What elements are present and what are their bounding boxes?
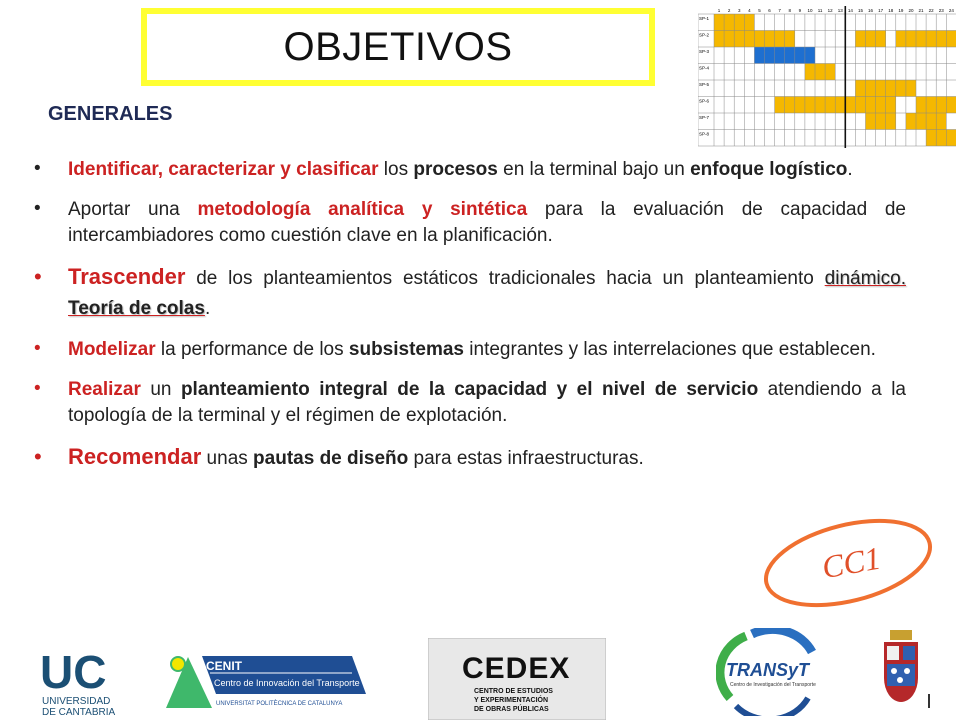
gantt-col-label: 8 [788,8,792,13]
gantt-col-label: 3 [737,8,741,13]
gantt-row-label: SP-4 [699,65,710,71]
gantt-col-label: 17 [878,8,884,13]
gantt-col-label: 16 [868,8,874,13]
svg-text:UC: UC [40,646,107,698]
gantt-col-label: 1 [717,8,721,13]
gantt-bar [926,130,956,147]
gantt-col-label: 6 [768,8,771,13]
transyt-logo [716,628,826,716]
gantt-col-label: 20 [908,8,914,13]
gantt-bar [866,113,896,130]
gantt-col-label: 19 [898,8,904,13]
list-item: • Recomendar unas pautas de diseño para estas infraestructuras. [34,444,644,469]
gantt-row-label: SP-7 [699,115,710,120]
gantt-col-label: 13 [837,8,843,13]
gantt-col-label: 15 [857,8,863,13]
gantt-chart [698,6,956,148]
title-box [141,8,655,86]
svg-text:UNIVERSIDAD: UNIVERSIDAD [42,696,111,707]
gantt-col-label: 12 [827,8,833,13]
section-subtitle: GENERALES [48,103,173,125]
cc1-annotation[interactable] [758,518,938,608]
uc-logo [40,644,150,716]
gantt-col-label: 14 [847,8,853,13]
gantt-row-label: SP-8 [699,131,710,137]
svg-text:DE CANTABRIA: DE CANTABRIA [42,707,116,716]
gantt-col-label: 9 [798,8,802,13]
svg-text:CENIT: CENIT [206,659,242,673]
svg-text:Centro de Investigación del Tr: Centro de Investigación del Transporte [730,682,816,688]
gantt-col-label: 7 [778,8,781,13]
gantt-bar [805,64,835,81]
gantt-row-label: SP-6 [699,98,710,104]
gantt-row-label: SP-2 [699,32,710,38]
coat-of-arms-icon [876,626,926,708]
svg-text:CENTRO DE ESTUDIOS: CENTRO DE ESTUDIOS [474,688,553,695]
gantt-row-label: SP-1 [699,16,710,21]
gantt-col-label: 23 [938,8,944,13]
gantt-col-label: 2 [727,8,731,13]
gantt-col-label: 11 [817,8,823,13]
list-item: • Realizar un planteamiento integral de la capacidad y el nivel de servicio atendiendo a la topología de la terminal y el régimen de explotación. [34,378,906,426]
list-item: • Identificar, caracterizar y clasificar los procesos en la terminal bajo un enfoque logístico. [34,158,853,180]
list-item: • Aportar una metodología analítica y sintética para la evaluación de capacidad de intercambiadores como cuestión clave en la planificación. [34,198,906,246]
svg-text:TRANSyT: TRANSyT [726,660,810,680]
cenit-logo [166,652,376,712]
gantt-col-label: 24 [948,8,954,13]
gantt-col-label: 10 [807,8,813,13]
svg-text:UNIVERSITAT POLITÈCNICA DE CAT: UNIVERSITAT POLITÈCNICA DE CATALUNYA [216,701,343,707]
list-item: • Trascender de los planteamientos estáticos tradicionales hacia un planteamiento dinámico. Teoría de colas. [34,264,906,319]
page-title: OBJETIVOS [283,24,513,69]
divider [928,694,930,708]
logo-bar [0,622,960,720]
gantt-col-label: 18 [888,8,894,13]
svg-text:Y EXPERIMENTACIÓN: Y EXPERIMENTACIÓN [474,697,549,704]
gantt-row-label: SP-3 [699,49,710,54]
gantt-col-label: 5 [758,8,761,13]
gantt-col-label: 4 [748,8,751,13]
objectives-list [34,157,906,487]
gantt-col-label: 22 [928,8,934,13]
gantt-row-label: SP-5 [699,82,710,87]
annotation-label: CC1 [819,539,884,586]
gantt-col-label: 21 [918,8,924,13]
svg-text:Centro de Innovación del Trans: Centro de Innovación del Transporte [214,678,360,688]
gantt-bar [855,31,885,48]
svg-text:DE OBRAS PÚBLICAS: DE OBRAS PÚBLICAS [474,706,549,713]
svg-text:CEDEX: CEDEX [462,652,571,685]
cedex-logo [428,638,606,720]
list-item: • Modelizar la performance de los subsistemas integrantes y las interrelaciones que establecen. [34,338,876,360]
